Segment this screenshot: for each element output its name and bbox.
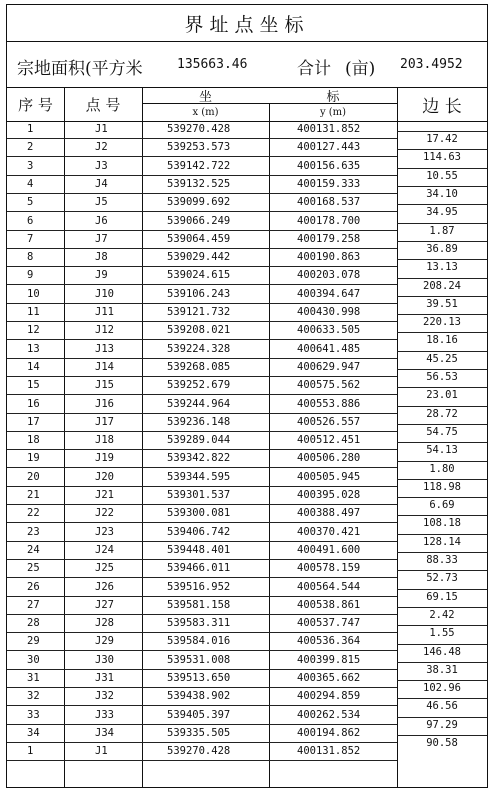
area-sqm: 135663.46 xyxy=(177,57,248,72)
row-x: 539066.249 xyxy=(167,214,231,227)
row-seq: 1 xyxy=(27,745,34,758)
table-row xyxy=(7,158,397,176)
table-row xyxy=(7,469,397,487)
edge-length: 54.13 xyxy=(426,444,458,457)
row-point: J21 xyxy=(95,489,114,501)
row-point: J3 xyxy=(95,159,108,172)
row-y: 400370.421 xyxy=(297,525,361,538)
row-x: 539405.397 xyxy=(167,708,231,721)
row-seq: 19 xyxy=(27,452,40,465)
row-y: 400156.635 xyxy=(297,159,361,172)
row-x: 539024.615 xyxy=(167,269,231,282)
row-point: J16 xyxy=(95,397,114,410)
row-point: J1 xyxy=(95,123,108,135)
row-x: 539289.044 xyxy=(167,434,231,447)
row-x: 539438.902 xyxy=(167,690,231,703)
row-x: 539584.016 xyxy=(167,635,231,648)
header-seq: 序 号 xyxy=(18,95,53,114)
row-seq: 34 xyxy=(27,726,40,739)
row-seq: 29 xyxy=(27,635,40,648)
row-y: 400388.497 xyxy=(297,507,361,520)
edge-length: 13.13 xyxy=(426,261,458,274)
edge-length: 114.63 xyxy=(423,151,461,164)
table-row xyxy=(7,450,397,468)
table-row xyxy=(7,542,397,560)
header-x: x (m) xyxy=(192,107,219,118)
row-point: J13 xyxy=(95,342,114,355)
row-seq: 32 xyxy=(27,690,40,703)
row-y: 400394.647 xyxy=(297,287,361,300)
row-seq: 30 xyxy=(27,653,40,666)
row-point: J26 xyxy=(95,580,114,593)
row-seq: 28 xyxy=(27,617,40,630)
row-seq: 25 xyxy=(27,562,40,575)
row-point: J29 xyxy=(95,635,114,648)
edge-length: 18.16 xyxy=(426,334,458,347)
row-y: 400262.534 xyxy=(297,708,361,721)
row-point: J31 xyxy=(95,672,114,684)
table-row xyxy=(7,688,397,706)
edge-length: 34.95 xyxy=(426,206,458,219)
row-seq: 27 xyxy=(27,598,40,611)
row-seq: 2 xyxy=(27,141,34,154)
edge-length: 1.55 xyxy=(429,627,455,640)
row-x: 539252.679 xyxy=(167,379,231,392)
row-y: 400536.364 xyxy=(297,635,361,648)
row-seq: 26 xyxy=(27,580,40,593)
area-mu: 203.4952 xyxy=(400,57,463,72)
row-y: 400203.078 xyxy=(297,269,361,282)
row-x: 539466.011 xyxy=(167,562,231,575)
area-summary xyxy=(7,41,487,88)
edge-length: 45.25 xyxy=(426,352,458,365)
row-y: 400575.562 xyxy=(297,379,361,392)
edge-length: 52.73 xyxy=(426,572,458,585)
row-seq: 8 xyxy=(27,251,34,264)
edge-length: 1.80 xyxy=(429,462,455,475)
row-y: 400399.815 xyxy=(297,653,361,666)
header-coord-right: 标 xyxy=(326,89,340,105)
area-label: 宗地面积(平方米 xyxy=(17,59,143,79)
row-x: 539121.732 xyxy=(167,306,231,318)
edge-length: 220.13 xyxy=(423,316,461,329)
row-seq: 11 xyxy=(27,306,40,318)
row-y: 400294.859 xyxy=(297,690,361,703)
row-x: 539268.085 xyxy=(167,360,231,373)
row-x: 539448.401 xyxy=(167,543,231,556)
header-y: y (m) xyxy=(319,107,347,118)
row-seq: 31 xyxy=(27,672,40,684)
row-y: 400578.159 xyxy=(297,562,361,575)
row-point: J14 xyxy=(95,360,114,373)
row-point: J8 xyxy=(95,251,108,264)
row-seq: 14 xyxy=(27,360,40,373)
row-point: J1 xyxy=(95,745,108,758)
edge-length: 56.53 xyxy=(426,371,458,384)
row-seq: 12 xyxy=(27,324,40,337)
row-y: 400365.662 xyxy=(297,672,361,684)
edge-length: 128.14 xyxy=(423,535,461,548)
row-x: 539029.442 xyxy=(167,251,231,264)
row-y: 400127.443 xyxy=(297,141,361,154)
table-row xyxy=(7,176,397,194)
edge-length: 146.48 xyxy=(423,645,461,658)
table-row xyxy=(7,743,397,761)
table-row xyxy=(7,213,397,231)
table-row xyxy=(7,505,397,523)
row-point: J5 xyxy=(95,196,108,209)
row-x: 539064.459 xyxy=(167,232,231,245)
coordinate-sheet xyxy=(6,4,488,788)
row-x: 539300.081 xyxy=(167,507,231,520)
row-point: J22 xyxy=(95,507,114,520)
edge-length: 1.87 xyxy=(429,224,455,237)
row-y: 400430.998 xyxy=(297,306,361,318)
row-x: 539581.158 xyxy=(167,598,231,611)
edge-length: 2.42 xyxy=(429,608,455,621)
table-row xyxy=(7,670,397,688)
row-x: 539516.952 xyxy=(167,580,231,593)
row-seq: 16 xyxy=(27,397,40,410)
row-point: J28 xyxy=(95,617,114,630)
row-x: 539236.148 xyxy=(167,415,231,428)
row-point: J30 xyxy=(95,653,114,666)
row-point: J11 xyxy=(95,306,114,318)
edge-length: 23.01 xyxy=(426,389,458,402)
edge-length: 36.89 xyxy=(426,242,458,255)
row-y: 400633.505 xyxy=(297,324,361,337)
edge-length: 97.29 xyxy=(426,718,458,731)
row-point: J2 xyxy=(95,141,108,154)
table-row xyxy=(7,487,397,505)
row-point: J32 xyxy=(95,690,114,703)
row-x: 539513.650 xyxy=(167,672,231,684)
row-seq: 24 xyxy=(27,543,40,556)
row-seq: 5 xyxy=(27,196,34,209)
row-y: 400538.861 xyxy=(297,598,361,611)
table-row xyxy=(7,579,397,597)
edge-length: 90.58 xyxy=(426,737,458,750)
row-x: 539531.008 xyxy=(167,653,231,666)
edge-length: 34.10 xyxy=(426,188,458,201)
edge-length: 6.69 xyxy=(429,499,455,512)
table-row xyxy=(7,560,397,578)
header-point: 点 号 xyxy=(85,95,121,114)
edge-length: 39.51 xyxy=(426,297,458,310)
row-y: 400553.886 xyxy=(297,397,361,410)
row-point: J19 xyxy=(95,452,114,465)
row-point: J9 xyxy=(95,269,108,282)
row-y: 400506.280 xyxy=(297,452,361,465)
row-x: 539244.964 xyxy=(167,397,231,410)
row-x: 539142.722 xyxy=(167,159,231,172)
row-point: J34 xyxy=(95,726,114,739)
edge-length: 208.24 xyxy=(423,279,461,292)
edge-length: 38.31 xyxy=(426,663,458,676)
table-row xyxy=(7,615,397,633)
table-row xyxy=(7,432,397,450)
row-seq: 7 xyxy=(27,232,34,245)
table-row xyxy=(7,707,397,725)
table-row xyxy=(7,139,397,157)
row-seq: 3 xyxy=(27,159,34,172)
table-row xyxy=(7,267,397,285)
row-seq: 23 xyxy=(27,525,40,538)
header-coord-left: 坐 xyxy=(198,89,212,105)
row-x: 539583.311 xyxy=(167,617,231,630)
row-x: 539224.328 xyxy=(167,342,231,355)
row-point: J17 xyxy=(95,415,114,428)
table-row xyxy=(7,414,397,432)
row-x: 539342.822 xyxy=(167,452,231,465)
table-row xyxy=(7,194,397,212)
row-point: J18 xyxy=(95,434,114,447)
row-point: J23 xyxy=(95,525,114,538)
row-x: 539301.537 xyxy=(167,489,231,501)
row-y: 400168.537 xyxy=(297,196,361,209)
table-row xyxy=(7,597,397,615)
row-seq: 21 xyxy=(27,489,40,501)
row-x: 539344.595 xyxy=(167,470,231,483)
edge-length: 54.75 xyxy=(426,425,458,438)
row-x: 539335.505 xyxy=(167,726,231,739)
row-point: J20 xyxy=(95,470,114,483)
row-point: J24 xyxy=(95,543,114,556)
row-point: J12 xyxy=(95,324,114,337)
table-row xyxy=(7,725,397,743)
row-x: 539099.692 xyxy=(167,196,231,209)
row-x: 539406.742 xyxy=(167,525,231,538)
row-seq: 22 xyxy=(27,507,40,520)
row-y: 400505.945 xyxy=(297,470,361,483)
table-row xyxy=(7,249,397,267)
table-row xyxy=(7,377,397,395)
row-y: 400131.852 xyxy=(297,123,361,135)
row-y: 400641.485 xyxy=(297,342,361,355)
header-edge: 边 长 xyxy=(422,96,462,117)
row-point: J27 xyxy=(95,598,114,611)
row-point: J33 xyxy=(95,708,114,721)
row-x: 539106.243 xyxy=(167,287,231,300)
edge-length: 28.72 xyxy=(426,407,458,420)
edge-length: 88.33 xyxy=(426,554,458,567)
edge-length: 108.18 xyxy=(423,517,461,530)
table-row xyxy=(7,524,397,542)
row-seq: 17 xyxy=(27,415,40,428)
row-y: 400526.557 xyxy=(297,415,361,428)
edge-length: 69.15 xyxy=(426,590,458,603)
row-y: 400564.544 xyxy=(297,580,361,593)
total-label: 合计 xyxy=(297,59,331,79)
row-y: 400179.258 xyxy=(297,232,361,245)
table-row xyxy=(7,231,397,249)
row-x: 539270.428 xyxy=(167,745,231,758)
row-seq: 15 xyxy=(27,379,40,392)
table-row xyxy=(7,286,397,304)
table-row xyxy=(7,341,397,359)
table-row xyxy=(7,396,397,414)
row-seq: 18 xyxy=(27,434,40,447)
edge-length: 10.55 xyxy=(426,169,458,182)
row-seq: 10 xyxy=(27,287,40,300)
row-y: 400131.852 xyxy=(297,745,361,758)
table-row xyxy=(7,652,397,670)
table-row xyxy=(7,633,397,651)
row-seq: 13 xyxy=(27,342,40,355)
row-y: 400178.700 xyxy=(297,214,361,227)
row-point: J10 xyxy=(95,287,114,300)
table-row xyxy=(7,359,397,377)
row-y: 400190.863 xyxy=(297,251,361,264)
row-x: 539208.021 xyxy=(167,324,231,337)
row-point: J7 xyxy=(95,232,108,245)
edge-length: 102.96 xyxy=(423,682,461,695)
row-seq: 9 xyxy=(27,269,34,282)
row-y: 400491.600 xyxy=(297,543,361,556)
row-y: 400512.451 xyxy=(297,434,361,447)
edge-length: 17.42 xyxy=(426,133,458,146)
row-point: J6 xyxy=(95,214,108,227)
table-row xyxy=(7,304,397,322)
row-x: 539253.573 xyxy=(167,141,231,154)
row-point: J25 xyxy=(95,562,114,575)
row-point: J15 xyxy=(95,379,114,392)
row-y: 400537.747 xyxy=(297,617,361,630)
table-row xyxy=(7,121,397,139)
row-y: 400395.028 xyxy=(297,489,361,501)
edge-length: 118.98 xyxy=(423,480,461,493)
row-y: 400629.947 xyxy=(297,360,361,373)
area-unit: (亩) xyxy=(345,59,376,79)
row-seq: 6 xyxy=(27,214,34,227)
table-row xyxy=(7,322,397,340)
row-seq: 4 xyxy=(27,177,34,190)
row-point: J4 xyxy=(95,177,108,190)
row-y: 400194.862 xyxy=(297,726,361,739)
table-header xyxy=(7,87,487,122)
row-seq: 33 xyxy=(27,708,40,721)
edge-length: 46.56 xyxy=(426,700,458,713)
row-seq: 20 xyxy=(27,470,40,483)
row-seq: 1 xyxy=(27,123,34,135)
row-x: 539270.428 xyxy=(167,123,231,135)
row-y: 400159.333 xyxy=(297,177,361,190)
row-x: 539132.525 xyxy=(167,177,231,190)
sheet-title: 界址点坐标 xyxy=(7,5,487,42)
